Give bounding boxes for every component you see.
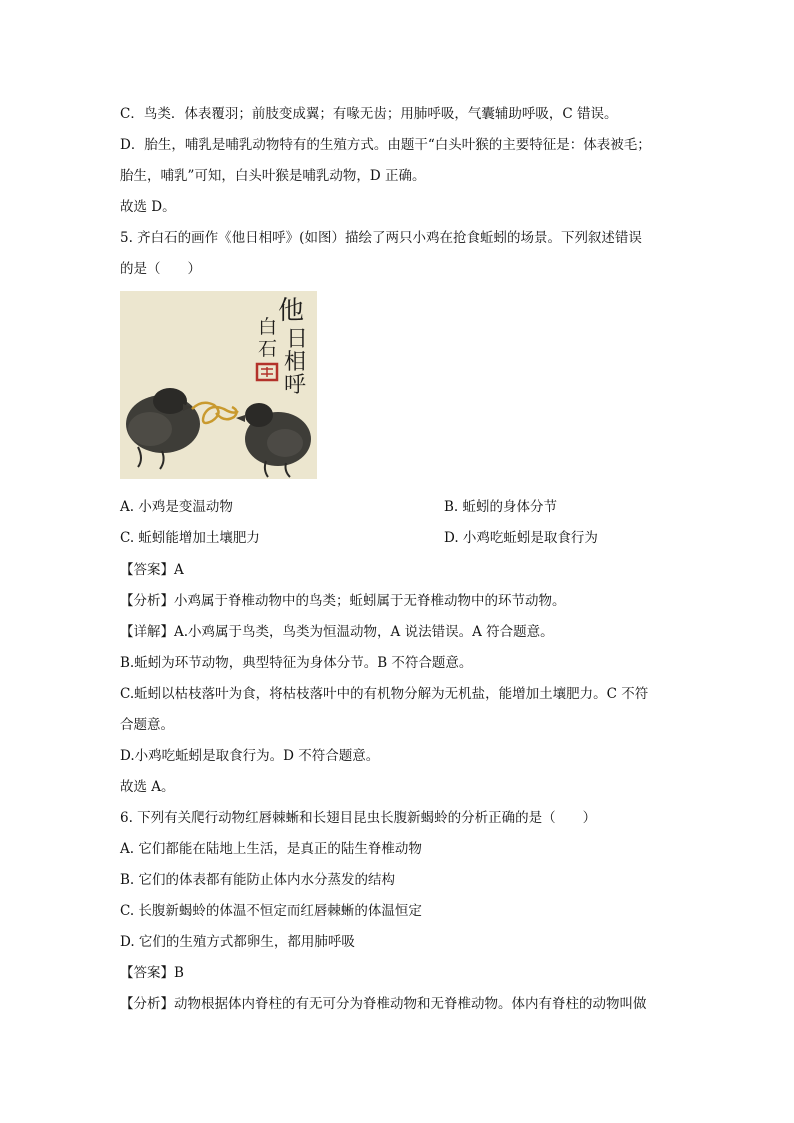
painting-signature-char: 石: [258, 338, 278, 360]
painting-title-char: 呼: [284, 373, 307, 398]
painting-signature-char: 白: [258, 316, 278, 338]
line-choose-d: 故选 D。: [120, 199, 176, 215]
line-option-d-prev-cont: 胎生，哺乳”可知，白头叶猴是哺乳动物，D 正确。: [120, 168, 426, 184]
q5-detail-4: 合题意。: [120, 717, 174, 733]
q6-option-d: D. 它们的生殖方式都卵生，都用肺呼吸: [120, 934, 355, 950]
q5-option-a: A. 小鸡是变温动物: [120, 499, 233, 515]
q6-option-c: C. 长腹新蝎蛉的体温不恒定而红唇棘蜥的体温恒定: [120, 903, 422, 919]
line-option-d-prev: D．胎生，哺乳是哺乳动物特有的生殖方式。由题干“白头叶猴的主要特征是：体表被毛；: [120, 137, 651, 153]
q5-option-c: C. 蚯蚓能增加土壤肥力: [120, 530, 260, 546]
q6-option-b: B. 它们的体表都有能防止体内水分蒸发的结构: [120, 872, 396, 888]
question-6-stem: 6. 下列有关爬行动物红唇棘蜥和长翅目昆虫长腹新蝎蛉的分析正确的是（ ）: [120, 810, 597, 826]
q5-detail-5: D.小鸡吃蚯蚓是取食行为。D 不符合题意。: [120, 748, 380, 764]
painting-image: [120, 291, 317, 479]
q5-option-d: D. 小鸡吃蚯蚓是取食行为: [444, 530, 598, 546]
q5-detail-1: 【详解】A.小鸡属于鸟类，鸟类为恒温动物，A 说法错误。A 符合题意。: [120, 624, 554, 640]
question-5-stem: 5. 齐白石的画作《他日相呼》(如图）描绘了两只小鸡在抢食蚯蚓的场景。下列叙述错误: [120, 230, 642, 246]
q5-analysis: 【分析】小鸡属于脊椎动物中的鸟类；蚯蚓属于无脊椎动物中的环节动物。: [120, 593, 566, 609]
q6-analysis: 【分析】动物根据体内脊柱的有无可分为脊椎动物和无脊椎动物。体内有脊柱的动物叫做: [120, 996, 647, 1012]
painting-title-char: 相: [284, 350, 307, 375]
line-option-c-prev: C．鸟类．体表覆羽；前肢变成翼；有喙无齿；用肺呼吸，气囊辅助呼吸，C 错误。: [120, 106, 618, 122]
q5-detail-2: B.蚯蚓为环节动物，典型特征为身体分节。B 不符合题意。: [120, 655, 473, 671]
q6-option-a: A. 它们都能在陆地上生活，是真正的陆生脊椎动物: [120, 841, 422, 857]
painting-title-char: 日: [286, 327, 309, 352]
q6-answer: 【答案】B: [120, 965, 184, 981]
q5-detail-6: 故选 A。: [120, 779, 175, 795]
q5-option-b: B. 蚯蚓的身体分节: [444, 499, 558, 515]
q5-answer: 【答案】A: [120, 562, 184, 578]
painting-title-char: 他: [278, 296, 305, 326]
question-5-stem-cont: 的是（ ）: [120, 261, 201, 277]
q5-detail-3: C.蚯蚓以枯枝落叶为食，将枯枝落叶中的有机物分解为无机盐，能增加土壤肥力。C 不符: [120, 686, 649, 702]
